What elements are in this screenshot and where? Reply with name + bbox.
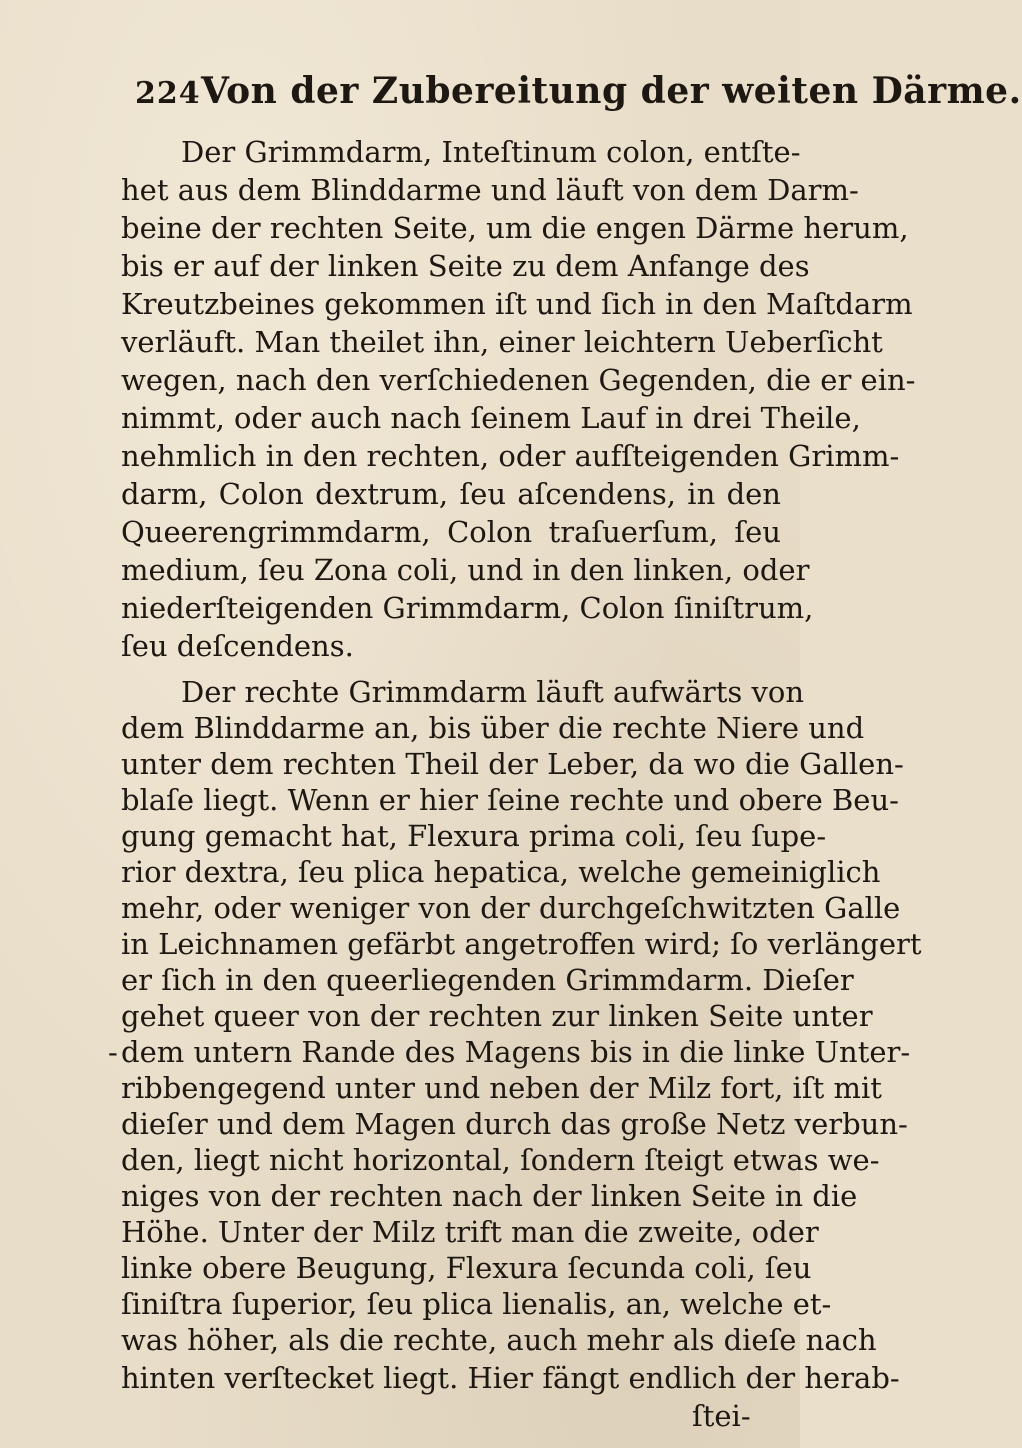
- text-line: Kreutzbeines gekommen iſt und ſich in den Maſtdarm: [121, 287, 913, 321]
- text-line: er ſich in den queerliegenden Grimmdarm. Dieſer: [121, 963, 854, 997]
- text-line: medium, ſeu Zona coli, und in den linken, oder: [121, 553, 810, 587]
- text-line: was höher, als die rechte, auch mehr als dieſe nach: [121, 1323, 877, 1357]
- text-line: verläuft. Man theilet ihn, einer leichtern Ueberſicht: [121, 325, 883, 359]
- text-line: Queerengrimmdarm, Colon traſuerſum, ſeu: [121, 515, 781, 549]
- text-line: dieſer und dem Magen durch das große Netz verbun-: [121, 1107, 908, 1141]
- text-line: ribbengegend unter und neben der Milz fort, iſt mit: [121, 1071, 882, 1105]
- text-line: rior dextra, ſeu plica hepatica, welche gemeiniglich: [121, 855, 881, 889]
- text-line: niederſteigenden Grimmdarm, Colon ſiniſtrum,: [121, 591, 814, 625]
- text-line: linke obere Beugung, Flexura ſecunda coli, ſeu: [121, 1251, 812, 1285]
- page-header: [135, 66, 1022, 122]
- text-line: unter dem rechten Theil der Leber, da wo die Gallen-: [121, 747, 904, 781]
- text-line: nimmt, oder auch nach ſeinem Lauf in drei Theile,: [121, 401, 861, 435]
- text-line: het aus dem Blinddarme und läuft von dem Darm-: [121, 173, 859, 207]
- text-line: darm, Colon dextrum, ſeu aſcendens, in den: [121, 477, 781, 511]
- margin-mark: -: [108, 1035, 118, 1069]
- page-number: 224: [135, 76, 201, 111]
- text-line: Der Grimmdarm, Inteſtinum colon, entſte-: [181, 135, 801, 169]
- text-line: niges von der rechten nach der linken Seite in die: [121, 1179, 858, 1213]
- text-line: den, liegt nicht horizontal, ſondern ſteigt etwas we-: [121, 1143, 880, 1177]
- text-line: Höhe. Unter der Milz trift man die zweite, oder: [121, 1215, 819, 1249]
- text-line: Der rechte Grimmdarm läuft aufwärts von: [181, 675, 805, 709]
- text-line: hinten verſtecket liegt. Hier fängt endlich der herab-: [121, 1361, 900, 1395]
- text-line: ſiniſtra ſuperior, ſeu plica lienalis, an, welche et-: [121, 1287, 832, 1321]
- text-line: dem untern Rande des Magens bis in die linke Unter-: [121, 1035, 911, 1069]
- text-line: blaſe liegt. Wenn er hier ſeine rechte und obere Beu-: [121, 783, 899, 817]
- text-line: beine der rechten Seite, um die engen Därme herum,: [121, 211, 909, 245]
- text-line: dem Blinddarme an, bis über die rechte Niere und: [121, 711, 865, 745]
- text-line: in Leichnamen gefärbt angetroffen wird; ſo verlängert: [121, 927, 922, 961]
- text-line: wegen, nach den verſchiedenen Gegenden, die er ein-: [121, 363, 916, 397]
- text-line: bis er auf der linken Seite zu dem Anfange des: [121, 249, 810, 283]
- text-line: ſeu deſcendens.: [121, 629, 354, 663]
- text-line: mehr, oder weniger von der durchgeſchwitzten Galle: [121, 891, 901, 925]
- catchword: ſtei-: [692, 1399, 751, 1433]
- text-line: gehet queer von der rechten zur linken Seite unter: [121, 999, 873, 1033]
- running-title: Von der Zubereitung der weiten Därme.: [201, 70, 1022, 112]
- text-line: gung gemacht hat, Flexura prima coli, ſeu ſupe-: [121, 819, 827, 853]
- text-line: nehmlich in den rechten, oder aufſteigenden Grimm-: [121, 439, 900, 473]
